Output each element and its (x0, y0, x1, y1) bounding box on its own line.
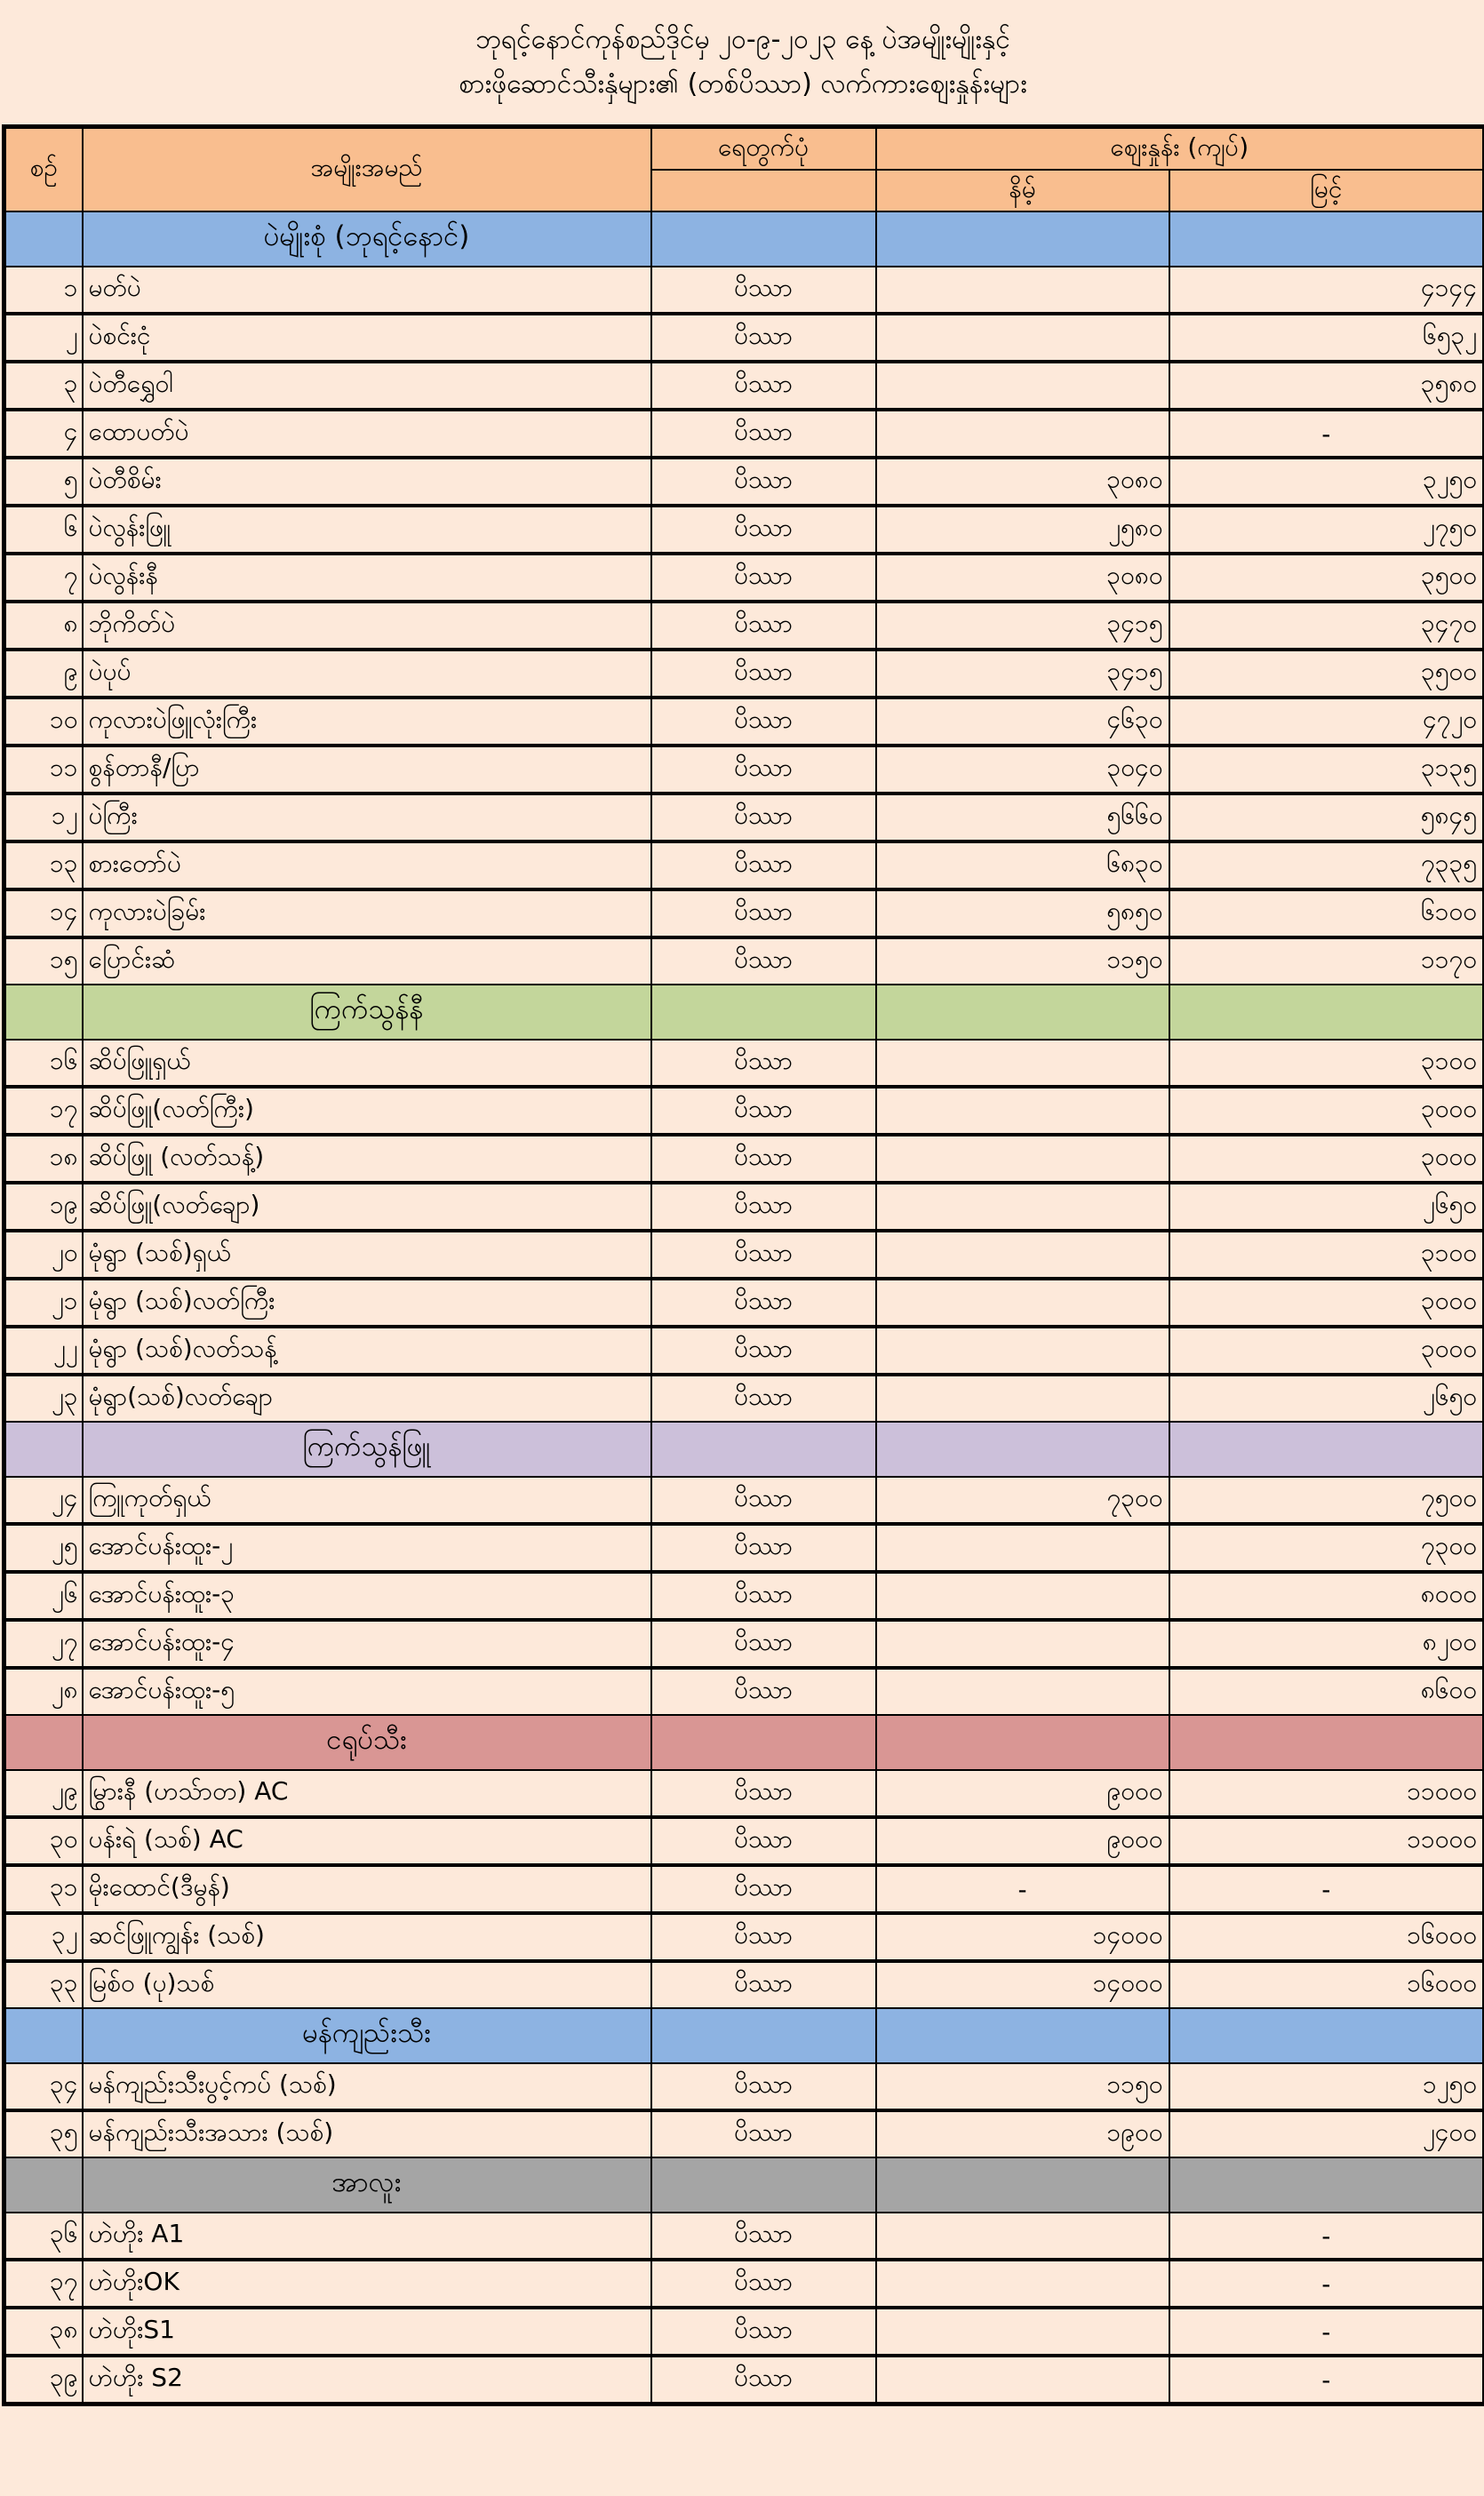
price-low (876, 1040, 1169, 1087)
item-name: ကြူကုတ်ရှယ် (83, 1477, 651, 1524)
item-name: ဆင်ဖြူကျွန်း (သစ်) (83, 1913, 651, 1961)
price-high: ၃၅၀၀ (1169, 650, 1484, 698)
price-low: ၁၁၅၀ (876, 937, 1169, 985)
item-name: စွန်တာနီ/ပြာ (83, 746, 651, 793)
price-low (876, 1231, 1169, 1279)
price-low (876, 1524, 1169, 1572)
section-header-row (4, 985, 1484, 1040)
row-number: ၁၉ (4, 1183, 83, 1231)
table-row (4, 1040, 1484, 1087)
price-high: - (1169, 410, 1484, 458)
price-low: ၁၁၅၀ (876, 2063, 1169, 2110)
section-header-row (4, 2008, 1484, 2063)
price-low (876, 267, 1169, 314)
price-high: ၃၀၀၀ (1169, 1279, 1484, 1327)
header-name: အမျိုးအမည် (83, 127, 651, 212)
price-low (876, 314, 1169, 362)
unit: ပိဿာ (651, 1279, 876, 1327)
row-number: ၁ (4, 267, 83, 314)
section-cell (4, 985, 83, 1040)
price-low: ၁၄၀၀၀ (876, 1913, 1169, 1961)
table-row (4, 314, 1484, 362)
unit: ပိဿာ (651, 2356, 876, 2404)
header-unit-blank (651, 170, 876, 211)
row-number: ၃၆ (4, 2213, 83, 2260)
table-row (4, 793, 1484, 841)
table-row (4, 2356, 1484, 2404)
price-high: ၁၆၀၀၀ (1169, 1961, 1484, 2008)
section-label: ပဲမျိုးစုံ (ဘုရင့်နောင်) (83, 211, 651, 267)
row-number: ၂၀ (4, 1231, 83, 1279)
section-cell (651, 2008, 876, 2063)
item-name: ပဲကြီး (83, 793, 651, 841)
unit: ပိဿာ (651, 267, 876, 314)
table-row (4, 2213, 1484, 2260)
price-low: ၃၀၈၀ (876, 554, 1169, 602)
unit: ပိဿာ (651, 554, 876, 602)
table-row (4, 1913, 1484, 1961)
unit: ပိဿာ (651, 1961, 876, 2008)
table-row (4, 1477, 1484, 1524)
section-header-row (4, 1715, 1484, 1770)
section-cell (4, 2157, 83, 2213)
row-number: ၂၂ (4, 1327, 83, 1375)
price-high: ၈၂၀၀ (1169, 1620, 1484, 1668)
section-header-row (4, 2157, 1484, 2213)
item-name: စားတော်ပဲ (83, 841, 651, 889)
row-number: ၄ (4, 410, 83, 458)
price-low (876, 410, 1169, 458)
unit: ပိဿာ (651, 1770, 876, 1817)
section-cell (876, 2008, 1169, 2063)
unit: ပိဿာ (651, 602, 876, 650)
row-number: ၁၀ (4, 698, 83, 746)
price-high: - (1169, 1865, 1484, 1913)
section-header-row (4, 211, 1484, 267)
price-high: ၈၆၀၀ (1169, 1668, 1484, 1715)
price-low: ၃၀၈၀ (876, 458, 1169, 506)
section-cell (651, 1715, 876, 1770)
table-row (4, 2260, 1484, 2308)
price-high: ၃၀၀၀ (1169, 1327, 1484, 1375)
unit: ပိဿာ (651, 698, 876, 746)
price-low (876, 2356, 1169, 2404)
table-row (4, 602, 1484, 650)
price-low: ၁၉၀၀ (876, 2110, 1169, 2157)
unit: ပိဿာ (651, 1477, 876, 1524)
row-number: ၁၄ (4, 889, 83, 937)
price-high: ၂၆၅၀ (1169, 1375, 1484, 1422)
title-line-1: ဘုရင့်နောင်ကုန်စည်ဒိုင်မှ ၂၀-၉-၂၀၂၃ နေ့ ပဲအမျိုးမျိုးနှင့် (475, 24, 1010, 55)
table-row (4, 698, 1484, 746)
section-cell (876, 2157, 1169, 2213)
price-table (2, 124, 1484, 2406)
price-low (876, 1572, 1169, 1620)
section-cell (1169, 1422, 1484, 1477)
item-name: မြစ်ဝ (ပု)သစ် (83, 1961, 651, 2008)
section-cell (876, 1715, 1169, 1770)
item-name: ဆိပ်ဖြူရှယ် (83, 1040, 651, 1087)
table-row (4, 2063, 1484, 2110)
section-cell (651, 1422, 876, 1477)
section-cell (4, 2008, 83, 2063)
item-name: ဘိုကိတ်ပဲ (83, 602, 651, 650)
title-block (0, 0, 1484, 124)
unit: ပိဿာ (651, 1572, 876, 1620)
section-cell (1169, 1715, 1484, 1770)
item-name: မြွားနီ (ဟသ်ာတ) AC (83, 1770, 651, 1817)
price-high: ၃၅၀၀ (1169, 554, 1484, 602)
unit: ပိဿာ (651, 1231, 876, 1279)
price-low (876, 1279, 1169, 1327)
unit: ပိဿာ (651, 650, 876, 698)
price-low (876, 2260, 1169, 2308)
row-number: ၃၇ (4, 2260, 83, 2308)
header-no: စဉ် (4, 127, 83, 212)
section-cell (651, 211, 876, 267)
unit: ပိဿာ (651, 2110, 876, 2157)
table-row (4, 2110, 1484, 2157)
item-name: မုံရွာ (သစ်)ရှယ် (83, 1231, 651, 1279)
row-number: ၁၈ (4, 1135, 83, 1183)
item-name: ထောပတ်ပဲ (83, 410, 651, 458)
unit: ပိဿာ (651, 1327, 876, 1375)
row-number: ၂၈ (4, 1668, 83, 1715)
table-row (4, 650, 1484, 698)
table-row (4, 1865, 1484, 1913)
price-low (876, 1087, 1169, 1135)
item-name: ဆိပ်ဖြူ(လတ်ကြီး) (83, 1087, 651, 1135)
section-label: ငရုပ်သီး (83, 1715, 651, 1770)
row-number: ၃၂ (4, 1913, 83, 1961)
item-name: မုံရွာ(သစ်)လတ်ချော (83, 1375, 651, 1422)
price-low: ၁၄၀၀၀ (876, 1961, 1169, 2008)
unit: ပိဿာ (651, 1668, 876, 1715)
price-high: - (1169, 2356, 1484, 2404)
price-high: - (1169, 2260, 1484, 2308)
row-number: ၂၁ (4, 1279, 83, 1327)
table-row (4, 1668, 1484, 1715)
item-name: ပဲတီရွှေဝါ (83, 362, 651, 410)
unit: ပိဿာ (651, 1135, 876, 1183)
unit: ပိဿာ (651, 1817, 876, 1865)
price-low: ၄၆၃၀ (876, 698, 1169, 746)
unit: ပိဿာ (651, 2213, 876, 2260)
unit: ပိဿာ (651, 314, 876, 362)
price-high: ၅၈၄၅ (1169, 793, 1484, 841)
price-high: ၄၇၂၀ (1169, 698, 1484, 746)
unit: ပိဿာ (651, 793, 876, 841)
unit: ပိဿာ (651, 1620, 876, 1668)
price-high: ၃၄၇၀ (1169, 602, 1484, 650)
table-row (4, 1817, 1484, 1865)
item-name: မိုးထောင်(ဒီမွန်) (83, 1865, 651, 1913)
item-name: အောင်ပန်းထူး-၄ (83, 1620, 651, 1668)
price-low: ၉၀၀၀ (876, 1817, 1169, 1865)
item-name: မန်ကျည်းသီးအသား (သစ်) (83, 2110, 651, 2157)
price-high: ၇၃၃၅ (1169, 841, 1484, 889)
unit: ပိဿာ (651, 410, 876, 458)
section-cell (1169, 211, 1484, 267)
table-row (4, 458, 1484, 506)
price-low (876, 362, 1169, 410)
price-low (876, 2308, 1169, 2356)
row-number: ၆ (4, 506, 83, 554)
item-name: ဆိပ်ဖြူ (လတ်သန့်) (83, 1135, 651, 1183)
unit: ပိဿာ (651, 841, 876, 889)
price-low (876, 1327, 1169, 1375)
row-number: ၃၃ (4, 1961, 83, 2008)
item-name: မုံရွာ (သစ်)လတ်သန့် (83, 1327, 651, 1375)
section-header-row (4, 1422, 1484, 1477)
price-low: ၃၄၁၅ (876, 650, 1169, 698)
price-low: ၆၈၃၀ (876, 841, 1169, 889)
price-high: ၇၃၀၀ (1169, 1524, 1484, 1572)
unit: ပိဿာ (651, 1865, 876, 1913)
item-name: ဟဲဟိုးOK (83, 2260, 651, 2308)
row-number: ၂ (4, 314, 83, 362)
price-low: ၃၄၁၅ (876, 602, 1169, 650)
item-name: မုံရွာ (သစ်)လတ်ကြီး (83, 1279, 651, 1327)
row-number: ၁၂ (4, 793, 83, 841)
price-low (876, 1668, 1169, 1715)
item-name: ပန်းရဲ (သစ်) AC (83, 1817, 651, 1865)
price-high: ၃၁၀၀ (1169, 1040, 1484, 1087)
header-unit: ရေတွက်ပုံ (651, 127, 876, 171)
price-high: ၃၂၅၀ (1169, 458, 1484, 506)
unit: ပိဿာ (651, 937, 876, 985)
price-low: ၃၀၄၀ (876, 746, 1169, 793)
table-row (4, 1375, 1484, 1422)
unit: ပိဿာ (651, 506, 876, 554)
item-name: ဟဲဟိုး A1 (83, 2213, 651, 2260)
section-cell (4, 211, 83, 267)
row-number: ၃၈ (4, 2308, 83, 2356)
unit: ပိဿာ (651, 1183, 876, 1231)
section-label: အာလူး (83, 2157, 651, 2213)
item-name: ဟဲဟိုးS1 (83, 2308, 651, 2356)
price-high: ၆၅၃၂ (1169, 314, 1484, 362)
unit: ပိဿာ (651, 746, 876, 793)
price-low: - (876, 1865, 1169, 1913)
table-row (4, 1327, 1484, 1375)
row-number: ၈ (4, 602, 83, 650)
row-number: ၁၅ (4, 937, 83, 985)
title-line-2: စားဖိုဆောင်သီးနှံများ၏ (တစ်ပိဿာ) လက်ကားဈေးနှုန်းများ (459, 68, 1027, 100)
price-high: ၂၆၅၀ (1169, 1183, 1484, 1231)
section-cell (651, 985, 876, 1040)
price-high: ၁၁၀၀၀ (1169, 1817, 1484, 1865)
price-low (876, 1135, 1169, 1183)
table-row (4, 841, 1484, 889)
row-number: ၂၃ (4, 1375, 83, 1422)
item-name: ပဲတီစိမ်း (83, 458, 651, 506)
item-name: ကုလားပဲဖြူလုံးကြီး (83, 698, 651, 746)
price-high: ၁၆၀၀၀ (1169, 1913, 1484, 1961)
unit: ပိဿာ (651, 362, 876, 410)
item-name: အောင်ပန်းထူး-၅ (83, 1668, 651, 1715)
item-name: ပဲလွန်းဖြူ (83, 506, 651, 554)
table-row (4, 2308, 1484, 2356)
table-row (4, 1620, 1484, 1668)
price-high: ၂၇၅၀ (1169, 506, 1484, 554)
header-high: မြင့် (1169, 170, 1484, 211)
row-number: ၃၉ (4, 2356, 83, 2404)
table-row (4, 1087, 1484, 1135)
row-number: ၂၇ (4, 1620, 83, 1668)
table-row (4, 1572, 1484, 1620)
row-number: ၃၅ (4, 2110, 83, 2157)
table-row (4, 1231, 1484, 1279)
header-low: နိမ့် (876, 170, 1169, 211)
unit: ပိဿာ (651, 2260, 876, 2308)
item-name: အောင်ပန်းထူး-၂ (83, 1524, 651, 1572)
price-low: ၅၈၅၀ (876, 889, 1169, 937)
price-high: ၃၅၈၀ (1169, 362, 1484, 410)
row-number: ၂၄ (4, 1477, 83, 1524)
price-low (876, 2213, 1169, 2260)
unit: ပိဿာ (651, 889, 876, 937)
unit: ပိဿာ (651, 1040, 876, 1087)
price-high: ၃၁၃၅ (1169, 746, 1484, 793)
item-name: ပဲလွန်းနီ (83, 554, 651, 602)
section-cell (651, 2157, 876, 2213)
table-row (4, 1961, 1484, 2008)
price-high: ၆၁၀၀ (1169, 889, 1484, 937)
section-cell (1169, 985, 1484, 1040)
item-name: အောင်ပန်းထူး-၃ (83, 1572, 651, 1620)
row-number: ၃ (4, 362, 83, 410)
section-cell (876, 985, 1169, 1040)
item-name: ဟဲဟိုး S2 (83, 2356, 651, 2404)
section-cell (4, 1715, 83, 1770)
price-high: ၃၀၀၀ (1169, 1135, 1484, 1183)
row-number: ၁၆ (4, 1040, 83, 1087)
item-name: ပဲပုပ် (83, 650, 651, 698)
price-low: ၂၅၈၀ (876, 506, 1169, 554)
price-low: ၇၃၀၀ (876, 1477, 1169, 1524)
header-price: ဈေးနှုန်း (ကျပ်) (876, 127, 1484, 171)
table-row (4, 1183, 1484, 1231)
row-number: ၁၇ (4, 1087, 83, 1135)
price-high: ၁၁၀၀၀ (1169, 1770, 1484, 1817)
section-cell (876, 1422, 1169, 1477)
table-row (4, 1279, 1484, 1327)
section-label: ကြက်သွန်ဖြူ (83, 1422, 651, 1477)
price-high: ၁၂၅၀ (1169, 2063, 1484, 2110)
price-high: - (1169, 2308, 1484, 2356)
table-row (4, 267, 1484, 314)
price-low (876, 1620, 1169, 1668)
section-cell (1169, 2157, 1484, 2213)
item-name: ကုလားပဲခြမ်း (83, 889, 651, 937)
unit: ပိဿာ (651, 458, 876, 506)
row-number: ၂၆ (4, 1572, 83, 1620)
row-number: ၁၁ (4, 746, 83, 793)
row-number: ၉ (4, 650, 83, 698)
item-name: မတ်ပဲ (83, 267, 651, 314)
item-name: ပြောင်းဆံ (83, 937, 651, 985)
unit: ပိဿာ (651, 1087, 876, 1135)
unit: ပိဿာ (651, 2308, 876, 2356)
section-cell (876, 211, 1169, 267)
price-high: ၃၁၀၀ (1169, 1231, 1484, 1279)
price-high: - (1169, 2213, 1484, 2260)
table-row (4, 1135, 1484, 1183)
row-number: ၃၀ (4, 1817, 83, 1865)
price-low: ၉၀၀၀ (876, 1770, 1169, 1817)
table-row (4, 410, 1484, 458)
row-number: ၅ (4, 458, 83, 506)
unit: ပိဿာ (651, 1524, 876, 1572)
price-low (876, 1183, 1169, 1231)
section-cell (4, 1422, 83, 1477)
item-name: ဆိပ်ဖြူ(လတ်ချော) (83, 1183, 651, 1231)
section-cell (1169, 2008, 1484, 2063)
row-number: ၃၄ (4, 2063, 83, 2110)
section-label: မန်ကျည်းသီး (83, 2008, 651, 2063)
table-row (4, 746, 1484, 793)
table-body (4, 211, 1484, 2404)
row-number: ၁၃ (4, 841, 83, 889)
section-label: ကြက်သွန်နီ (83, 985, 651, 1040)
table-row (4, 1524, 1484, 1572)
item-name: ပဲစင်းငုံ (83, 314, 651, 362)
table-row (4, 554, 1484, 602)
price-low: ၅၆၆၀ (876, 793, 1169, 841)
table-row (4, 889, 1484, 937)
unit: ပိဿာ (651, 2063, 876, 2110)
item-name: မန်ကျည်းသီးပွင့်ကပ် (သစ်) (83, 2063, 651, 2110)
row-number: ၂၉ (4, 1770, 83, 1817)
price-high: ၇၅၀၀ (1169, 1477, 1484, 1524)
price-high: ၁၁၇၀ (1169, 937, 1484, 985)
row-number: ၇ (4, 554, 83, 602)
row-number: ၂၅ (4, 1524, 83, 1572)
price-high: ၈၀၀၀ (1169, 1572, 1484, 1620)
unit: ပိဿာ (651, 1913, 876, 1961)
row-number: ၃၁ (4, 1865, 83, 1913)
table-row (4, 506, 1484, 554)
price-low (876, 1375, 1169, 1422)
price-high: ၂၄၀၀ (1169, 2110, 1484, 2157)
table-row (4, 937, 1484, 985)
unit: ပိဿာ (651, 1375, 876, 1422)
price-high: ၃၀၀၀ (1169, 1087, 1484, 1135)
table-row (4, 1770, 1484, 1817)
price-high: ၄၁၄၄ (1169, 267, 1484, 314)
table-row (4, 362, 1484, 410)
